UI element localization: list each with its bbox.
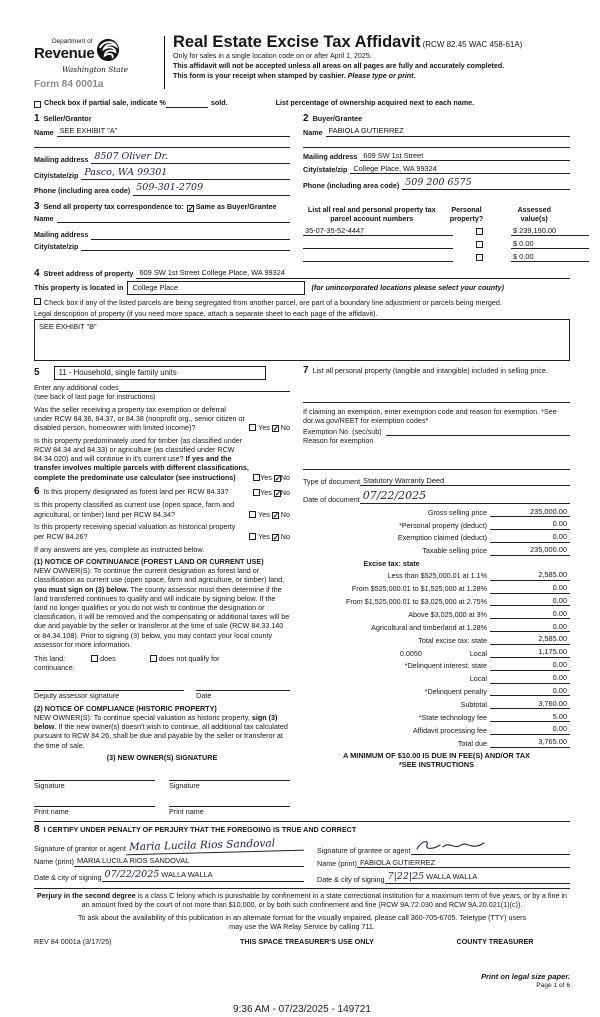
page-number: Page 1 of 6 xyxy=(536,981,570,989)
grantor-date-label: Date & city of signing xyxy=(34,873,102,883)
seller-name-input-2[interactable] xyxy=(34,139,290,148)
partial-sale-checkbox[interactable] xyxy=(34,101,41,108)
q-historic-no-checkbox[interactable]: ✓ xyxy=(272,532,280,542)
see-back-note: (see back of last page for instructions) xyxy=(34,391,156,401)
section-5-number: 5 xyxy=(34,367,40,379)
perjury-note: Perjury in the second degree is a class C felony which is punishable by confinement in a state correctional institution for a maximum term of five years, or by a fine in an amount fixed by the court of not more than $10,000, or by both such confinement and fine (RCW 9A.72.030 and RCW 9A.20.021(1)(c)). xyxy=(36,891,568,910)
header-note-2: This affidavit will not be accepted unless all areas on all pages are fully and accurately completed. xyxy=(173,62,505,71)
notice-compliance-text: NEW OWNER(S): To continue special valuation as historic property, sign (3) below. If the new owner(s) doesn't wish to continue, all additional tax calculated pursuant to RCW 84.26, shall be due and payable by the seller or transferor at the time of sale. xyxy=(34,713,288,750)
grantor-sig-label: Signature of grantor or agent xyxy=(34,844,126,854)
historic-question: Is this property receiving special valuation as historical property per RCW 84.26? Yes ✓ No xyxy=(34,522,290,542)
section-3-correspondence xyxy=(34,202,290,252)
parcel-col-header: List all real and personal property tax parcel account numbers xyxy=(307,204,436,223)
type-or-print-note: Please type or print. xyxy=(347,72,416,81)
tier2-value[interactable]: 0.00 xyxy=(490,583,570,593)
notice-continuance-text: NEW OWNER(S): To continue the current designation as forest land or classification as current use (open space, farm and agriculture, or timber) land, you must sign on (3) below. The county assessor must then determine if the land transferred continues to qualify and will indicate by signing below. If the land no longer qualifies or you do not wish to continue the designation or classification, it will be removed and the compensating or additional taxes will be due and payable by the seller or transferor at the time of sale (RCW 84.33.140 or 84.34.108). Prior to signing (3) below, you may contact your local county assessor for more information. xyxy=(34,566,290,649)
print-name-label: Print name xyxy=(34,807,69,817)
seller-name-label: Name xyxy=(34,127,54,137)
grantor-date-city-input[interactable]: 07/22/2025 WALLA WALLA xyxy=(102,869,304,882)
total-due-label: Total due xyxy=(457,738,487,748)
taxable-selling-price-value[interactable]: 235,000.00 xyxy=(490,545,570,555)
washington-state-label: Washington State xyxy=(61,65,129,75)
delinquent-penalty-value[interactable]: 0.00 xyxy=(490,686,570,696)
grantor-name-input[interactable]: MARIA LUCILA RIOS SANDOVAL xyxy=(74,856,304,866)
assessed-value-input[interactable]: $ 239,190.00 xyxy=(511,226,589,236)
q-timber-no-checkbox[interactable]: ✓ xyxy=(274,473,282,483)
section-8-number: 8 xyxy=(34,823,40,835)
parcel-row-3 xyxy=(303,252,570,262)
personal-property-checkbox-1[interactable] xyxy=(476,228,483,235)
deputy-assessor-signature-label: Deputy assessor signature xyxy=(34,690,120,700)
additional-codes-input[interactable] xyxy=(119,383,290,392)
exemption-claimed-value[interactable]: 0.00 xyxy=(490,532,570,542)
q-historic-yes-checkbox[interactable] xyxy=(249,533,256,540)
buyer-phone-input[interactable]: 509 200 6575 xyxy=(402,177,570,190)
buyer-phone-label: Phone (including area code) xyxy=(303,181,400,191)
street-address-input[interactable]: 609 SW 1st Street College Place, WA 99324 xyxy=(136,268,570,278)
additional-codes-label: Enter any additional codes xyxy=(34,382,119,392)
certify-statement: I CERTIFY UNDER PENALTY OF PERJURY THAT THE FOREGOING IS TRUE AND CORRECT xyxy=(43,825,357,835)
total-excise-state-label: Total excise tax: state xyxy=(418,635,487,645)
q-currentuse-yes-checkbox[interactable] xyxy=(249,511,256,518)
deputy-date-input[interactable] xyxy=(196,682,290,691)
partial-sale-sold-label: sold. xyxy=(210,98,228,108)
date-of-document-label: Date of document xyxy=(303,494,360,504)
corr-name-input[interactable] xyxy=(57,214,290,223)
grantee-sig-label: Signature of grantee or agent xyxy=(317,846,411,856)
personal-property-deduct-value[interactable]: 0.00 xyxy=(490,519,570,529)
current-use-question: Is this property classified as current use (open space, farm and agricultural, or timber) land per RCW 84.34? Yes ✓ No xyxy=(34,500,290,520)
tier3-label: From $1,525,000.01 to $3,025,000 at 2.75% xyxy=(345,597,487,607)
ownership-percentage-note: List percentage of ownership acquired next to each name. xyxy=(275,98,475,108)
header-divider xyxy=(164,36,165,89)
forest-land-question: 6 Is this property designated as forest land per RCW 84.33? Yes ✓No xyxy=(34,485,290,498)
street-address-label: Street address of property xyxy=(43,269,134,279)
assessed-value-col-header: Assessed value(s) xyxy=(517,204,552,223)
affidavit-processing-fee-value[interactable]: 0.00 xyxy=(490,724,570,734)
buyer-city-label: City/state/zip xyxy=(303,165,348,175)
section-2-title: Buyer/Grantee xyxy=(312,113,363,123)
correspondence-label: Send all property tax correspondence to: xyxy=(43,202,184,212)
buyer-name-input[interactable]: FABIOLA GUTIERREZ xyxy=(326,126,570,136)
tier4-value[interactable]: 0.00 xyxy=(490,609,570,619)
dor-logo-block xyxy=(34,34,156,91)
legal-description-label: Legal description of property (if you need more space, attach a separate sheet to each page of the affidavit). xyxy=(34,308,378,318)
exemption-deferral-question: Was the seller receiving a property tax exemption or deferral under RCW 84.36, 84.37, or 84.38 (nonprofit org., senior citizen or disabled person, homeowner with limited income)? Yes ✓ No xyxy=(34,404,290,434)
tier1-label: Less than $525,000.01 at 1.1% xyxy=(387,571,487,581)
header-note-1: Only for sales in a single location code on or after April 1, 2025. xyxy=(173,52,372,61)
grantee-date-label: Date & city of signing xyxy=(317,874,385,884)
print-legal-size-note: Print on legal size paper. xyxy=(480,972,570,982)
exemption-claim-note: If claiming an exemption, enter exemption code and reason for exemption. *See dor.wa.gov/REET for exemption codes* xyxy=(303,407,557,426)
grantor-signature-input[interactable]: Maria Lucila Rios Sandoval xyxy=(126,837,304,856)
seller-phone-input[interactable]: 509-301-2709 xyxy=(133,182,290,195)
new-owner-printname-2-input[interactable] xyxy=(169,798,290,807)
land-qualify-row: This land: does does not qualify for xyxy=(34,654,220,664)
gross-selling-price-label: Gross selling price xyxy=(427,507,487,517)
corr-mailing-input[interactable] xyxy=(91,231,290,240)
personal-property-checkbox-3[interactable] xyxy=(476,254,483,261)
delinquent-interest-state-value[interactable]: 0.00 xyxy=(490,660,570,670)
excise-tax-state-header: Excise tax: state xyxy=(363,558,420,568)
seller-mailing-input[interactable]: 8507 Oliver Dr. xyxy=(91,151,290,164)
deputy-date-label: Date xyxy=(196,690,212,700)
personal-property-deduct-label: *Personal property (deduct) xyxy=(399,520,487,530)
section-8-certify xyxy=(34,825,570,885)
same-as-buyer-label: Same as Buyer/Grantee xyxy=(195,202,277,212)
location-select[interactable]: College Place xyxy=(127,281,305,294)
q-forest-no-checkbox[interactable]: ✓ xyxy=(274,488,282,498)
section-2-buyer xyxy=(303,114,570,191)
dept-of-label: Department of xyxy=(51,38,93,45)
signature-label: Signature xyxy=(34,781,65,791)
section-1-title: Seller/Grantor xyxy=(43,113,92,123)
type-of-document-label: Type of document xyxy=(303,477,361,487)
total-excise-state-value[interactable]: 2,585.00 xyxy=(490,634,570,644)
parcel-number-input[interactable] xyxy=(303,253,453,262)
revenue-swirl-icon xyxy=(96,38,120,64)
section-2-number: 2 xyxy=(303,112,309,124)
grantor-name-label: Name (print) xyxy=(34,857,74,867)
new-owner-signature-1-input[interactable] xyxy=(34,772,155,781)
corr-mailing-label: Mailing address xyxy=(34,230,89,240)
local-value[interactable]: 1,175.00 xyxy=(490,647,570,657)
section-4-number: 4 xyxy=(34,267,40,279)
this-land-label: This land: xyxy=(34,654,66,664)
section-1-seller xyxy=(34,114,290,196)
alt-format-note: To ask about the availability of this publication in an alternate format for the visually impaired, please call 360-705-6705. Teletype (TTY) users may use the WA Relay Service by calling 711. xyxy=(77,912,527,931)
personal-property-input[interactable] xyxy=(303,394,570,403)
unincorporated-note: (for unincorporated locations please select your county) xyxy=(311,283,504,293)
print-name-label: Print name xyxy=(169,807,204,817)
continuance-label: continuance. xyxy=(34,663,75,673)
assessed-value-input[interactable]: $ 0.00 xyxy=(511,252,589,262)
signature-label: Signature xyxy=(169,781,200,791)
does-not-checkbox[interactable] xyxy=(150,655,157,662)
notice-continuance-title: (1) NOTICE OF CONTINUANCE (FOREST LAND OR CURRENT USE) xyxy=(34,556,264,566)
buyer-city-input[interactable]: College Place, WA 99324 xyxy=(350,164,570,174)
tier2-label: From $525,000.01 to $1,525,000 at 1.28% xyxy=(351,584,487,594)
grantee-name-input[interactable]: FABIOLA GUTIERREZ xyxy=(357,858,570,868)
tier1-value[interactable]: 2,585.00 xyxy=(490,570,570,580)
subtotal-label: Subtotal xyxy=(460,700,487,710)
subtotal-value[interactable]: 3,760.00 xyxy=(490,699,570,709)
corr-city-label: City/state/zip xyxy=(34,242,79,252)
gross-selling-price-value[interactable]: 235,000.00 xyxy=(490,507,570,517)
taxable-selling-price-label: Taxable selling price xyxy=(422,546,487,556)
legal-description-input[interactable]: SEE EXHIBIT "B" xyxy=(34,319,570,361)
reason-exemption-label: Reason for exemption xyxy=(303,435,374,445)
section-7-number: 7 xyxy=(303,365,309,377)
state-technology-fee-label: *State technology fee xyxy=(418,712,487,722)
q-currentuse-no-checkbox[interactable]: ✓ xyxy=(272,510,280,520)
same-as-buyer-checkbox[interactable]: ✓ xyxy=(187,203,195,213)
buyer-mailing-input[interactable]: 609 SW 1st Street xyxy=(360,151,570,161)
delinquent-interest-state-label: *Delinquent interest: state xyxy=(404,661,487,671)
delinquent-interest-local-label: Local xyxy=(469,674,487,684)
new-owner-signature-2-input[interactable] xyxy=(169,772,290,781)
revenue-wordmark: Revenue xyxy=(34,45,95,63)
section-3-number: 3 xyxy=(34,200,40,212)
land-use-code-select[interactable]: 11 - Household, single family units xyxy=(54,366,266,380)
seller-city-input[interactable]: Pasco, WA 99301 xyxy=(81,167,290,180)
grantee-signature-input[interactable] xyxy=(411,839,570,855)
q-timber-yes-checkbox[interactable] xyxy=(253,474,260,481)
rev-form-id: REV 84 0001a (3/17/25) xyxy=(34,937,112,947)
grantee-name-label: Name (print) xyxy=(317,859,357,869)
section-5-use-code xyxy=(34,366,290,380)
local-rate: 0.0050 xyxy=(399,648,422,658)
form-header xyxy=(34,34,570,91)
type-of-document-input[interactable]: Statutory Warranty Deed xyxy=(360,476,570,486)
delinquent-penalty-label: *Delinquent penalty xyxy=(424,687,487,697)
located-in-label: This property is located in xyxy=(34,283,124,293)
deputy-assessor-signature-input[interactable] xyxy=(34,682,184,691)
exemption-no-label: Exemption No. (sec/sub) xyxy=(303,426,382,436)
local-rate-row xyxy=(303,649,490,658)
timber-agriculture-question: Is this property predominately used for timber (as classified under RCW 84.34 and 84.33) or agriculture (as classified under RCW 84.34.020) and will continue in it's current use? If yes and the transfer involves multiple parcels with different classifications, complete the predominate use calculator (see instructions) Yes ✓No xyxy=(34,435,290,483)
notice-compliance-title: (2) NOTICE OF COMPLIANCE (HISTORIC PROPERTY) xyxy=(34,703,217,713)
q-exemption-yes-checkbox[interactable] xyxy=(249,424,256,431)
if-yes-note: If any answers are yes, complete as instructed below. xyxy=(34,544,205,554)
date-of-document-input[interactable]: 07/22/2025 xyxy=(360,489,570,504)
seller-city-label: City/state/zip xyxy=(34,170,79,180)
reason-exemption-input[interactable] xyxy=(303,461,570,470)
total-due-value[interactable]: 3,765.00 xyxy=(490,737,570,747)
q-exemption-no-checkbox[interactable]: ✓ xyxy=(272,424,280,434)
does-checkbox[interactable] xyxy=(91,655,98,662)
parcel-row-2 xyxy=(303,239,570,249)
tier3-value[interactable]: 0.00 xyxy=(490,596,570,606)
buyer-name-label: Name xyxy=(303,127,323,137)
partial-sale-percent-input[interactable] xyxy=(166,99,208,108)
parcel-number-input[interactable]: 35-07-35-52-4447 xyxy=(303,226,453,236)
agricultural-timberland-label: Agricultural and timberland at 1.28% xyxy=(371,622,487,632)
personal-property-label: List all personal property (tangible and intangible) included in selling price. xyxy=(312,366,548,376)
personal-property-col-header: Personal property? xyxy=(449,204,484,223)
section-1-number: 1 xyxy=(34,112,40,124)
personal-property-checkbox-2[interactable] xyxy=(476,241,483,248)
scan-timestamp: 9:36 AM - 07/23/2025 - 149721 xyxy=(233,1004,371,1016)
seller-name-input[interactable]: SEE EXHIBIT "A" xyxy=(57,126,290,136)
affidavit-processing-fee-label: Affidavit processing fee xyxy=(412,725,487,735)
header-note-3: This form is your receipt when stamped by cashier. Please type or print. xyxy=(173,72,416,81)
segregated-checkbox[interactable] xyxy=(34,298,41,305)
partial-sale-label: Check box if partial sale, indicate % xyxy=(44,98,166,108)
buyer-mailing-label: Mailing address xyxy=(303,152,358,162)
seller-phone-label: Phone (including area code) xyxy=(34,186,131,196)
exemption-claimed-label: Exemption claimed (deduct) xyxy=(397,533,487,543)
parcel-table xyxy=(303,202,570,263)
minimum-due-note: A MINIMUM OF $10.00 IS DUE IN FEE(S) AND/OR TAX *SEE INSTRUCTIONS xyxy=(343,750,530,770)
form-title-rcw: (RCW 82.45 WAC 458-61A) xyxy=(422,40,523,49)
seller-mailing-label: Mailing address xyxy=(34,154,89,164)
treasurer-use-label: THIS SPACE TREASURER'S USE ONLY xyxy=(240,937,374,947)
section-4-property xyxy=(34,268,570,361)
grantee-date-city-input[interactable]: 7|22|25 WALLA WALLA xyxy=(385,871,570,884)
section-6-number: 6 xyxy=(34,485,40,497)
parcel-number-input[interactable] xyxy=(303,240,453,249)
exemption-no-input[interactable] xyxy=(386,427,570,436)
corr-name-label: Name xyxy=(34,214,54,224)
parcel-row-1 xyxy=(303,226,570,236)
new-owners-signature-title: (3) NEW OWNER(S) SIGNATURE xyxy=(106,752,218,762)
section-7-personal-property xyxy=(303,366,570,470)
tier4-label: Above $3,025,000 at 3% xyxy=(408,610,487,619)
new-owner-printname-1-input[interactable] xyxy=(34,798,155,807)
agricultural-timberland-value[interactable]: 0.00 xyxy=(490,622,570,632)
local-label: Local xyxy=(469,648,487,658)
assessed-value-input[interactable]: $ 0.00 xyxy=(511,239,589,249)
form-number: Form 84 0001a xyxy=(34,78,104,90)
form-title: Real Estate Excise Tax Affidavit xyxy=(173,33,421,51)
delinquent-interest-local-value[interactable]: 0.00 xyxy=(490,673,570,683)
county-treasurer-label: COUNTY TREASURER xyxy=(456,937,534,947)
segregated-label: Check box if any of the listed parcels are being segregated from another parcel, are part of a boundary line adjustment or parcels being merged. xyxy=(44,297,502,307)
corr-city-input[interactable] xyxy=(81,242,290,251)
state-technology-fee-value[interactable]: 5.00 xyxy=(490,712,570,722)
buyer-name-input-2[interactable] xyxy=(303,139,570,148)
grantee-signature-scribble xyxy=(414,839,486,852)
q-forest-yes-checkbox[interactable] xyxy=(253,489,260,496)
